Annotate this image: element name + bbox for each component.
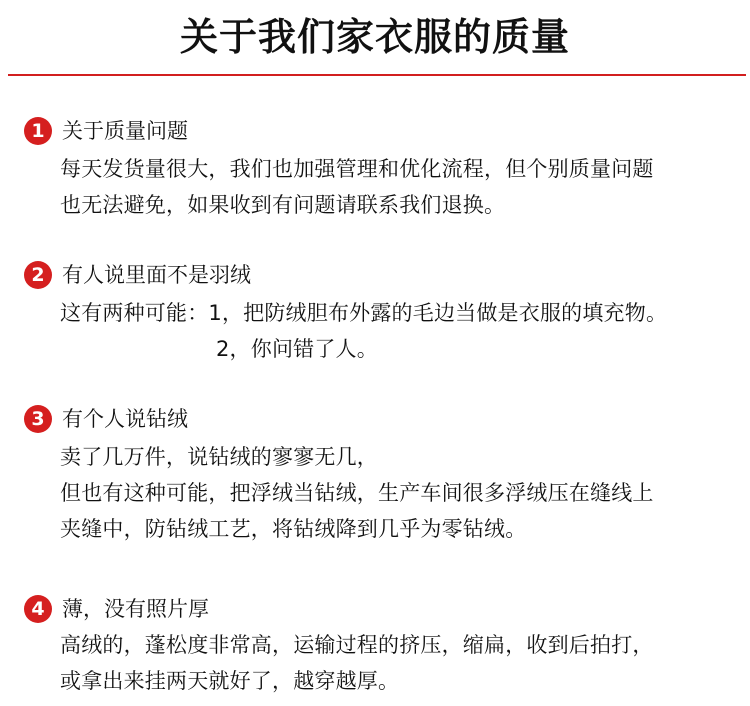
section-text-line: 夹缝中，防钻绒工艺，将钻绒降到几乎为零钻绒。: [60, 517, 527, 541]
section-text-line: 但也有这种可能，把浮绒当钻绒，生产车间很多浮绒压在缝线上: [60, 481, 654, 505]
section-heading: [24, 260, 251, 290]
section-title: 有个人说钻绒: [62, 407, 188, 431]
section-title: 薄，没有照片厚: [62, 597, 209, 621]
number-badge-1: 1: [24, 117, 52, 145]
section-text-line: 高绒的，蓬松度非常高，运输过程的挤压，缩扁，收到后拍打，: [60, 633, 654, 657]
section-text-line: 每天发货量很大，我们也加强管理和优化流程，但个别质量问题: [60, 157, 654, 181]
section-heading: [24, 404, 188, 434]
section-text-line: 或拿出来挂两天就好了，越穿越厚。: [60, 669, 400, 693]
section-text-line: 这有两种可能：1，把防绒胆布外露的毛边当做是衣服的填充物。: [60, 301, 668, 325]
section-heading: [24, 594, 209, 624]
number-badge-4: 4: [24, 595, 52, 623]
section-heading: [24, 116, 188, 146]
number-badge-2: 2: [24, 261, 52, 289]
section-text-line: 2，你问错了人。: [216, 337, 378, 361]
number-badge-3: 3: [24, 405, 52, 433]
title-divider: [8, 74, 746, 76]
section-text-line: 也无法避免，如果收到有问题请联系我们退换。: [60, 193, 506, 217]
section-title: 有人说里面不是羽绒: [62, 263, 251, 287]
section-text-line: 卖了几万件，说钻绒的寥寥无几，: [60, 445, 378, 469]
page-title: 关于我们家衣服的质量: [179, 15, 570, 59]
section-title: 关于质量问题: [62, 119, 188, 143]
